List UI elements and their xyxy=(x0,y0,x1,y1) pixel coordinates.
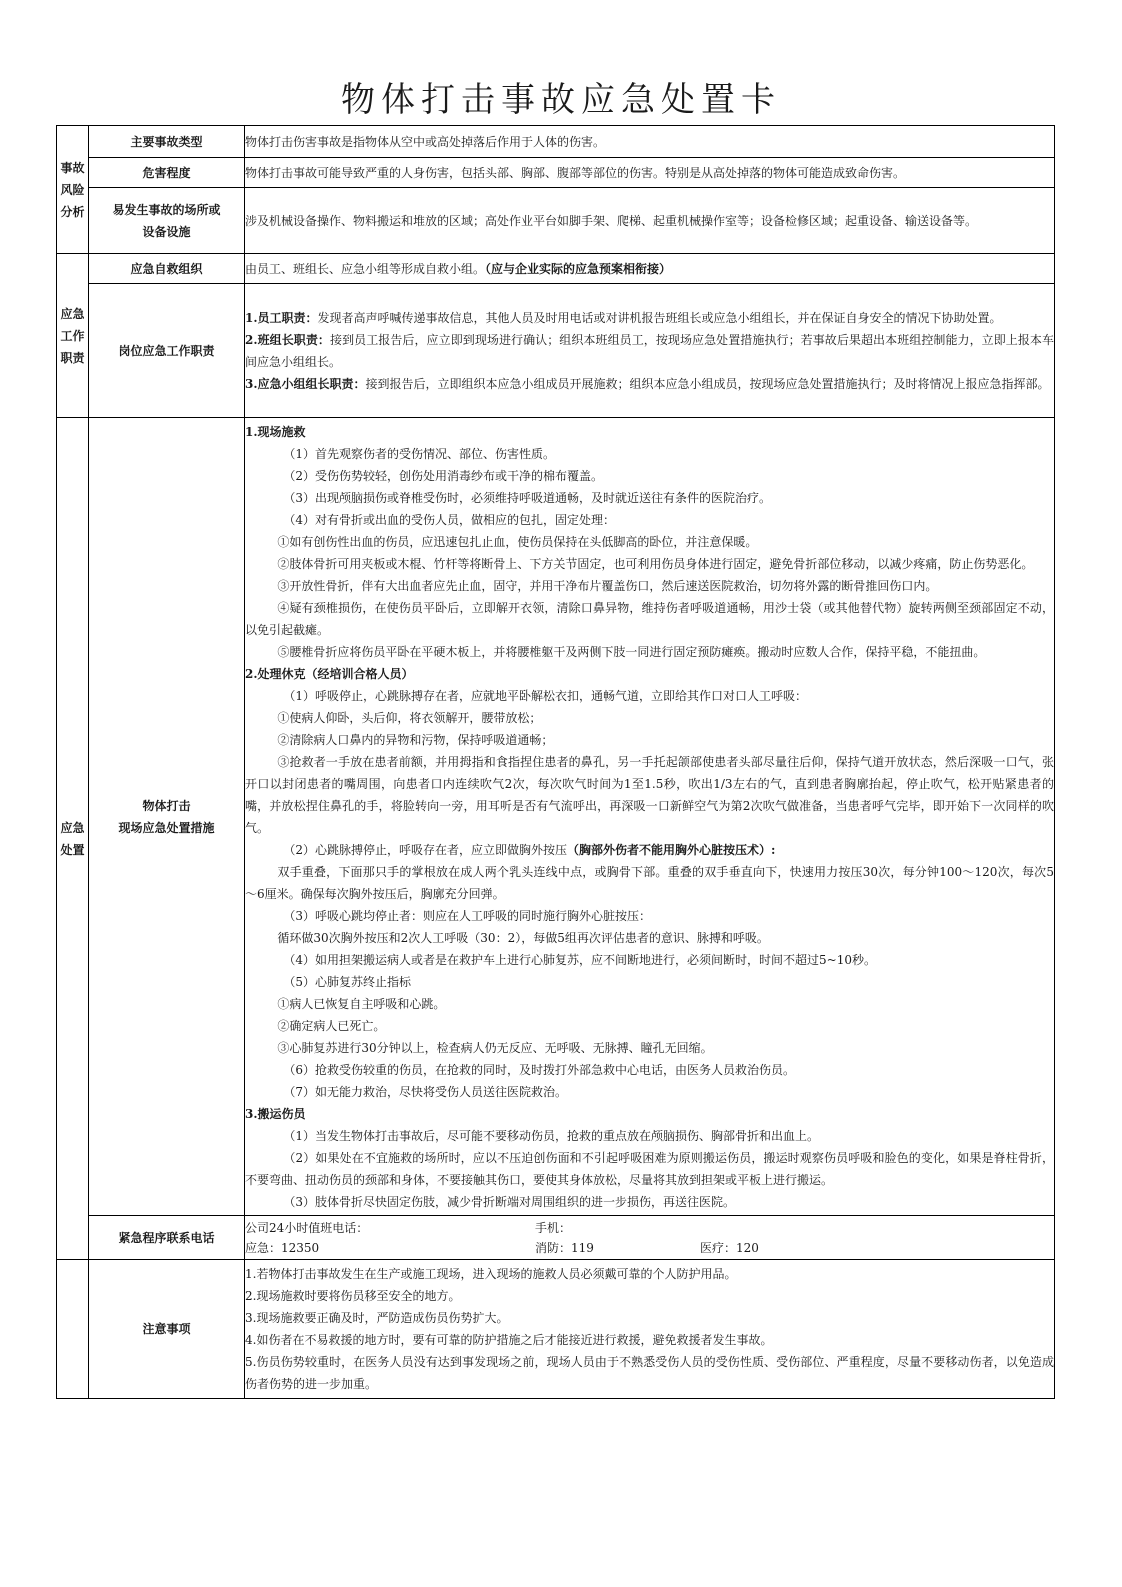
shock-step-4: （4）如用担架搬运病人或者是在救护车上进行心肺复苏，应不间断地进行，必须间断时，时间不超过5~10秒。 xyxy=(283,953,876,967)
text-post-duty xyxy=(245,284,1055,418)
risk-row-type xyxy=(57,126,1055,158)
emergency-card-table xyxy=(56,125,1055,1399)
label-locations-line2: 设备设施 xyxy=(142,224,191,239)
response-row-measures xyxy=(57,418,1055,1216)
text-measures xyxy=(245,418,1055,1216)
shock-sub-3: ③抢救者一手放在患者前额，并用拇指和食指捏住患者的鼻孔，另一手托起颌部使患者头部尽量往后仰，保持气道开放状态，然后深吸一口气，张开口以封闭患者的嘴周围，向患者口内连续吹气2次，每次吹气时间为1至1.5秒，吹出1/3左右的气，直到患者胸廓抬起，停止吹气，松开贴紧患者的嘴，并放松捏住鼻孔的手，将脸转向一旁，用耳听是否有气流呼出，再深吸一口新鲜空气为第2次吹气做准备，当患者呼气完毕，即开始下一次同样的吹气。 xyxy=(245,755,1054,835)
heading-shock: 2.处理休克（经培训合格人员） xyxy=(245,667,414,681)
notes-row xyxy=(57,1260,1055,1399)
phone-emergency: 应急：12350 xyxy=(245,1240,320,1255)
rescue-step-1: （1）首先观察伤者的受伤情况、部位、伤害性质。 xyxy=(283,447,556,461)
duty-item-staff: 1.员工职责：发现者高声呼喊传递事故信息，其他人员及时用电话或对讲机报告班组长或应急小组组长，并在保证自身安全的情况下协助处置。 xyxy=(245,310,1002,325)
shock-step-5: （5）心肺复苏终止指标 xyxy=(283,975,412,989)
note-item-2: 2.现场施救时要将伤员移至安全的地方。 xyxy=(245,1289,461,1303)
text-locations: 涉及机械设备操作、物料搬运和堆放的区域；高处作业平台如脚手架、爬梯、起重机械操作室等；设备检修区域；起重设备、输送设备等。 xyxy=(245,188,1055,254)
rescue-step-4: （4）对有骨折或出血的受伤人员，做相应的包扎，固定处理： xyxy=(283,513,616,527)
shock-sub-2: ②清除病人口鼻内的异物和污物，保持呼吸道通畅； xyxy=(277,733,554,747)
org-text: 由员工、班组长、应急小组等形成自救小组。 xyxy=(245,261,486,276)
label-notes: 注意事项 xyxy=(89,1260,245,1399)
risk-row-severity xyxy=(57,158,1055,188)
rescue-step-2: （2）受伤伤势较轻，创伤处用消毒纱布或干净的棉布覆盖。 xyxy=(283,469,604,483)
rescue-sub-1: ①如有创伤性出血的伤员，应迅速包扎止血，使伤员保持在头低脚高的卧位，并注意保暖。 xyxy=(277,535,758,549)
phone-fire: 消防：119 xyxy=(535,1240,594,1255)
label-severity: 危害程度 xyxy=(89,158,245,188)
section-risk-analysis: 事故风险分析 xyxy=(57,126,89,254)
label-measures-line2: 现场应急处置措施 xyxy=(118,820,215,835)
phone-duty: 公司24小时值班电话： xyxy=(245,1220,369,1235)
shock-step-6: （6）抢救受伤较重的伤员，在抢救的同时，及时拨打外部急救中心电话，由医务人员救治伤员。 xyxy=(283,1063,796,1077)
shock-step-3-text: 循环做30次胸外按压和2次人工呼吸（30：2），每做5组再次评估患者的意识、脉搏和呼吸。 xyxy=(277,931,769,945)
response-row-phone xyxy=(57,1216,1055,1260)
label-measures xyxy=(89,418,245,1216)
transport-step-1: （1）当发生物体打击事故后，尽可能不要移动伤员，抢救的重点放在颅脑损伤、胸部骨折和出血上。 xyxy=(283,1129,820,1143)
rescue-sub-3: ③开放性骨折，伴有大出血者应先止血，固守，并用干净布片覆盖伤口，然后速送医院救治，切勿将外露的断骨推回伤口内。 xyxy=(277,579,938,593)
note-item-1: 1.若物体打击事故发生在生产或施工现场，进入现场的施救人员必须戴可靠的个人防护用品。 xyxy=(245,1267,737,1281)
shock-step-5-sub-2: ②确定病人已死亡。 xyxy=(277,1019,386,1033)
transport-step-3: （3）肢体骨折尽快固定伤肢，减少骨折断端对周围组织的进一步损伤，再送往医院。 xyxy=(283,1195,736,1209)
label-locations xyxy=(89,188,245,254)
label-emergency-phone: 紧急程序联系电话 xyxy=(89,1216,245,1260)
phone-line-1 xyxy=(245,1218,1054,1238)
text-self-rescue-org xyxy=(245,254,1055,284)
shock-sub-1: ①使病人仰卧，头后仰，将衣领解开，腰带放松； xyxy=(277,711,542,725)
shock-step-5-sub-3: ③心肺复苏进行30分钟以上，检查病人仍无反应、无呼吸、无脉搏、瞳孔无回缩。 xyxy=(277,1041,713,1055)
heading-transport: 3.搬运伤员 xyxy=(245,1107,306,1121)
org-note: （应与企业实际的应急预案相衔接） xyxy=(485,261,672,276)
label-post-duty: 岗位应急工作职责 xyxy=(89,284,245,418)
phone-line-2 xyxy=(245,1238,1054,1258)
section-emergency-response: 应急处置 xyxy=(57,418,89,1260)
shock-step-2: （2）心跳脉搏停止，呼吸存在者，应立即做胸外按压（胸部外伤者不能用胸外心脏按压术）: xyxy=(283,843,776,857)
phone-medical: 医疗：120 xyxy=(700,1240,759,1255)
risk-row-locations xyxy=(57,188,1055,254)
shock-step-7: （7）如无能力救治，尽快将受伤人员送往医院救治。 xyxy=(283,1085,568,1099)
rescue-sub-2: ②肢体骨折可用夹板或木棍、竹杆等将断骨上、下方关节固定，也可利用伤员身体进行固定，避免骨折部位移动，以减少疼痛，防止伤势恶化。 xyxy=(277,557,1034,571)
shock-step-3: （3）呼吸心跳均停止者：则应在人工呼吸的同时施行胸外心脏按压： xyxy=(283,909,652,923)
page-title: 物体打击事故应急处置卡 xyxy=(341,80,781,120)
text-notes xyxy=(245,1260,1055,1399)
text-emergency-phone xyxy=(245,1216,1055,1260)
duty-item-team-leader: 2.班组长职责：接到员工报告后，应立即到现场进行确认；组织本班组员工，按现场应急处置措施执行；若事故后果超出本班组控制能力，立即上报本车间应急小组组长。 xyxy=(245,332,1055,369)
label-accident-type: 主要事故类型 xyxy=(89,126,245,158)
phone-mobile: 手机： xyxy=(535,1220,572,1235)
label-locations-line1: 易发生事故的场所或 xyxy=(112,202,221,217)
rescue-sub-5: ⑤腰椎骨折应将伤员平卧在平硬木板上，并将腰椎躯干及两侧下肢一同进行固定预防瘫痪。搬动时应数人合作，保持平稳，不能扭曲。 xyxy=(277,645,986,659)
section-notes-blank xyxy=(57,1260,89,1399)
label-self-rescue-org: 应急自救组织 xyxy=(89,254,245,284)
duty-row-post xyxy=(57,284,1055,418)
note-item-4: 4.如伤者在不易救援的地方时，要有可靠的防护措施之后才能接近进行救援，避免救援者发生事故。 xyxy=(245,1333,773,1347)
rescue-sub-4: ④疑有颈椎损伤，在使伤员平卧后，立即解开衣领，清除口鼻异物，维持伤者呼吸道通畅，用沙士袋（或其他替代物）旋转两侧至颈部固定不动，以免引起截瘫。 xyxy=(245,601,1054,637)
rescue-step-3: （3）出现颅脑损伤或脊椎受伤时，必须维持呼吸道通畅，及时就近送往有条件的医院治疗。 xyxy=(283,491,772,505)
duty-item-group-leader: 3.应急小组组长职责：接到报告后，立即组织本应急小组成员开展施救；组织本应急小组成员，按现场应急处置措施执行；及时将情况上报应急指挥部。 xyxy=(245,376,1050,391)
shock-step-1: （1）呼吸停止，心跳脉搏存在者，应就地平卧解松衣扣，通畅气道，立即给其作口对口人工呼吸： xyxy=(283,689,808,703)
heading-onsite-rescue: 1.现场施救 xyxy=(245,425,306,439)
section-emergency-duty: 应急工作职责 xyxy=(57,254,89,418)
text-severity: 物体打击事故可能导致严重的人身伤害，包括头部、胸部、腹部等部位的伤害。特别是从高处掉落的物体可能造成致命伤害。 xyxy=(245,158,1055,188)
duty-row-org xyxy=(57,254,1055,284)
note-item-3: 3.现场施救要正确及时，严防造成伤员伤势扩大。 xyxy=(245,1311,509,1325)
label-measures-line1: 物体打击 xyxy=(142,798,191,813)
shock-step-2-text: 双手重叠，下面那只手的掌根放在成人两个乳头连线中点，或胸骨下部。重叠的双手垂直向下，快速用力按压30次，每分钟100～120次，每次5～6厘米。确保每次胸外按压后，胸廓充分回弹。 xyxy=(245,865,1054,901)
note-item-5: 5.伤员伤势较重时，在医务人员没有达到事发现场之前，现场人员由于不熟悉受伤人员的受伤性质、受伤部位、严重程度，尽量不要移动伤者，以免造成伤者伤势的进一步加重。 xyxy=(245,1355,1054,1391)
shock-step-5-sub-1: ①病人已恢复自主呼吸和心跳。 xyxy=(277,997,446,1011)
text-accident-type: 物体打击伤害事故是指物体从空中或高处掉落后作用于人体的伤害。 xyxy=(245,126,1055,158)
transport-step-2: （2）如果处在不宜施救的场所时，应以不压迫创伤面和不引起呼吸困难为原则搬运伤员，搬运时观察伤员呼吸和脸色的变化，如果是脊柱骨折，不要弯曲、扭动伤员的颈部和身体，不要接触其伤口，要使其身体放松，尽量将其放到担架或平板上进行搬运。 xyxy=(245,1151,1054,1187)
